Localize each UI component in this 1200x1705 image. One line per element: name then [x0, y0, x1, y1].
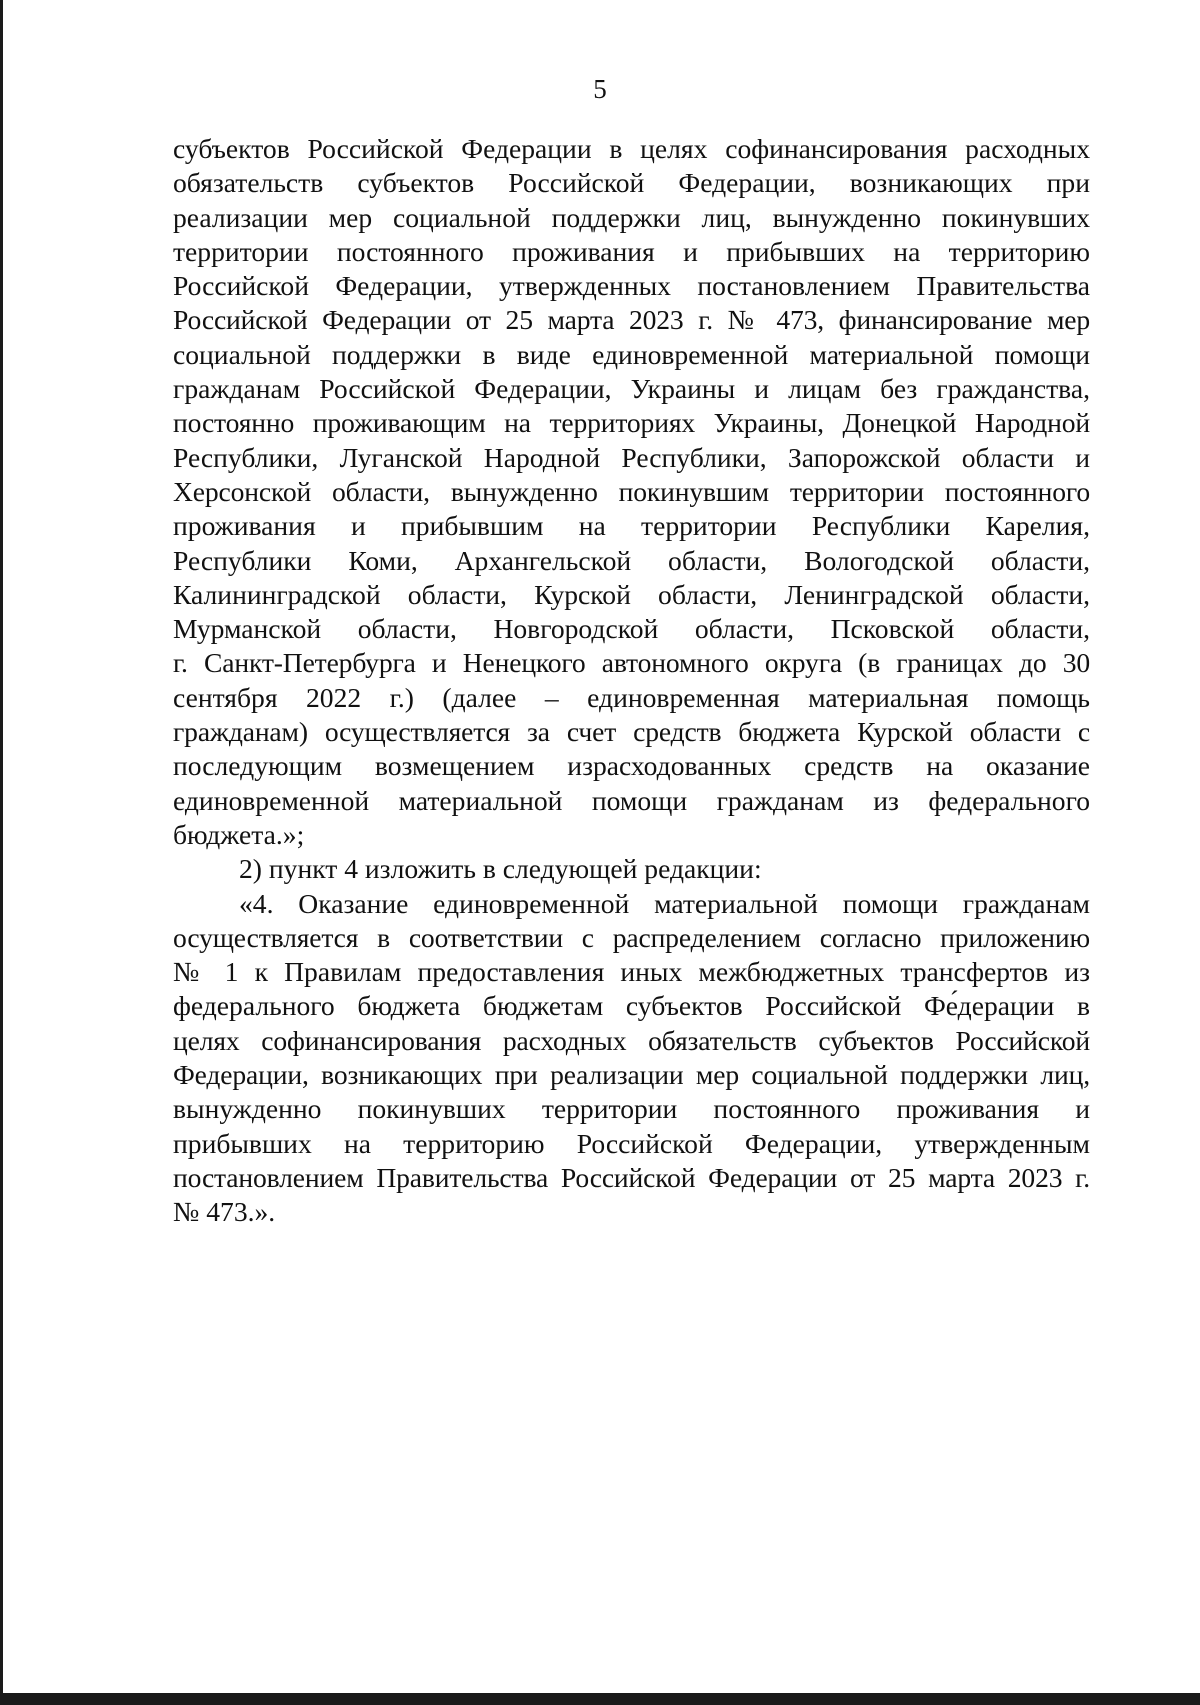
text-line: № 1 к Правилам предоставления иных межбюджетных трансфертов из	[173, 956, 1090, 988]
text-line: федерального бюджета бюджетам субъектов Российской Фе́дерации в	[173, 990, 1090, 1022]
text-line: субъектов Российской Федерации в целях софинансирования расходных	[173, 133, 1090, 164]
text-line: целях софинансирования расходных обязательств субъектов Российской	[173, 1024, 1090, 1056]
text-line: № 473.».	[173, 1196, 276, 1228]
text-line: территории постоянного проживания и прибывших на территорию	[173, 235, 1090, 267]
text-line: бюджета.»;	[173, 818, 305, 850]
scan-edge-bottom	[0, 1693, 1200, 1705]
text-line: Республики, Луганской Народной Республики, Запорожской области и	[173, 441, 1090, 473]
text-line: гражданам) осуществляется за счет средств бюджета Курской области с	[173, 716, 1090, 748]
text-line: реализации мер социальной поддержки лиц, вынужденно покинувших	[173, 201, 1090, 233]
text-line: Республики Коми, Архангельской области, Вологодской области,	[173, 544, 1090, 576]
text-line: Херсонской области, вынужденно покинувшим территории постоянного	[173, 475, 1090, 507]
text-line: постоянно проживающим на территориях Украины, Донецкой Народной	[173, 407, 1090, 439]
page-number: 5	[593, 74, 607, 104]
text-line: постановлением Правительства Российской Федерации от 25 марта 2023 г.	[173, 1161, 1090, 1193]
scan-edge-left	[0, 0, 3, 1705]
document-body	[173, 132, 1090, 1230]
text-line: сентября 2022 г.) (далее – единовременная материальная помощь	[173, 681, 1090, 713]
text-line: Российской Федерации, утвержденных постановлением Правительства	[173, 270, 1090, 302]
paragraph-continuation	[173, 132, 1090, 852]
text-line: вынужденно покинувших территории постоянного проживания и	[173, 1093, 1090, 1125]
text-line: г. Санкт-Петербурга и Ненецкого автономного округа (в границах до 30	[173, 647, 1090, 679]
text-line: Мурманской области, Новгородской области, Псковской области,	[173, 613, 1090, 645]
paragraph-item-4-text	[173, 887, 1090, 1230]
text-line: Федерации, возникающих при реализации мер социальной поддержки лиц,	[173, 1059, 1090, 1091]
text-line: единовременной материальной помощи гражданам из федерального	[173, 784, 1090, 816]
text-line: обязательств субъектов Российской Федерации, возникающих при	[173, 167, 1090, 199]
text-line: 2) пункт 4 изложить в следующей редакции:	[239, 853, 762, 885]
paragraph-item-2	[173, 852, 1090, 886]
text-line: «4. Оказание единовременной материальной помощи гражданам	[239, 887, 1090, 919]
text-line: гражданам Российской Федерации, Украины и лицам без гражданства,	[173, 373, 1090, 405]
text-line: Российской Федерации от 25 марта 2023 г. № 473, финансирование мер	[173, 304, 1090, 336]
text-line: последующим возмещением израсходованных средств на оказание	[173, 750, 1090, 782]
text-line: прибывших на территорию Российской Федерации, утвержденным	[173, 1127, 1090, 1159]
text-line: проживания и прибывшим на территории Республики Карелия,	[173, 510, 1090, 542]
text-line: осуществляется в соответствии с распределением согласно приложению	[173, 921, 1090, 953]
text-line: социальной поддержки в виде единовременной материальной помощи	[173, 338, 1090, 370]
text-line: Калининградской области, Курской области, Ленинградской области,	[173, 578, 1090, 610]
